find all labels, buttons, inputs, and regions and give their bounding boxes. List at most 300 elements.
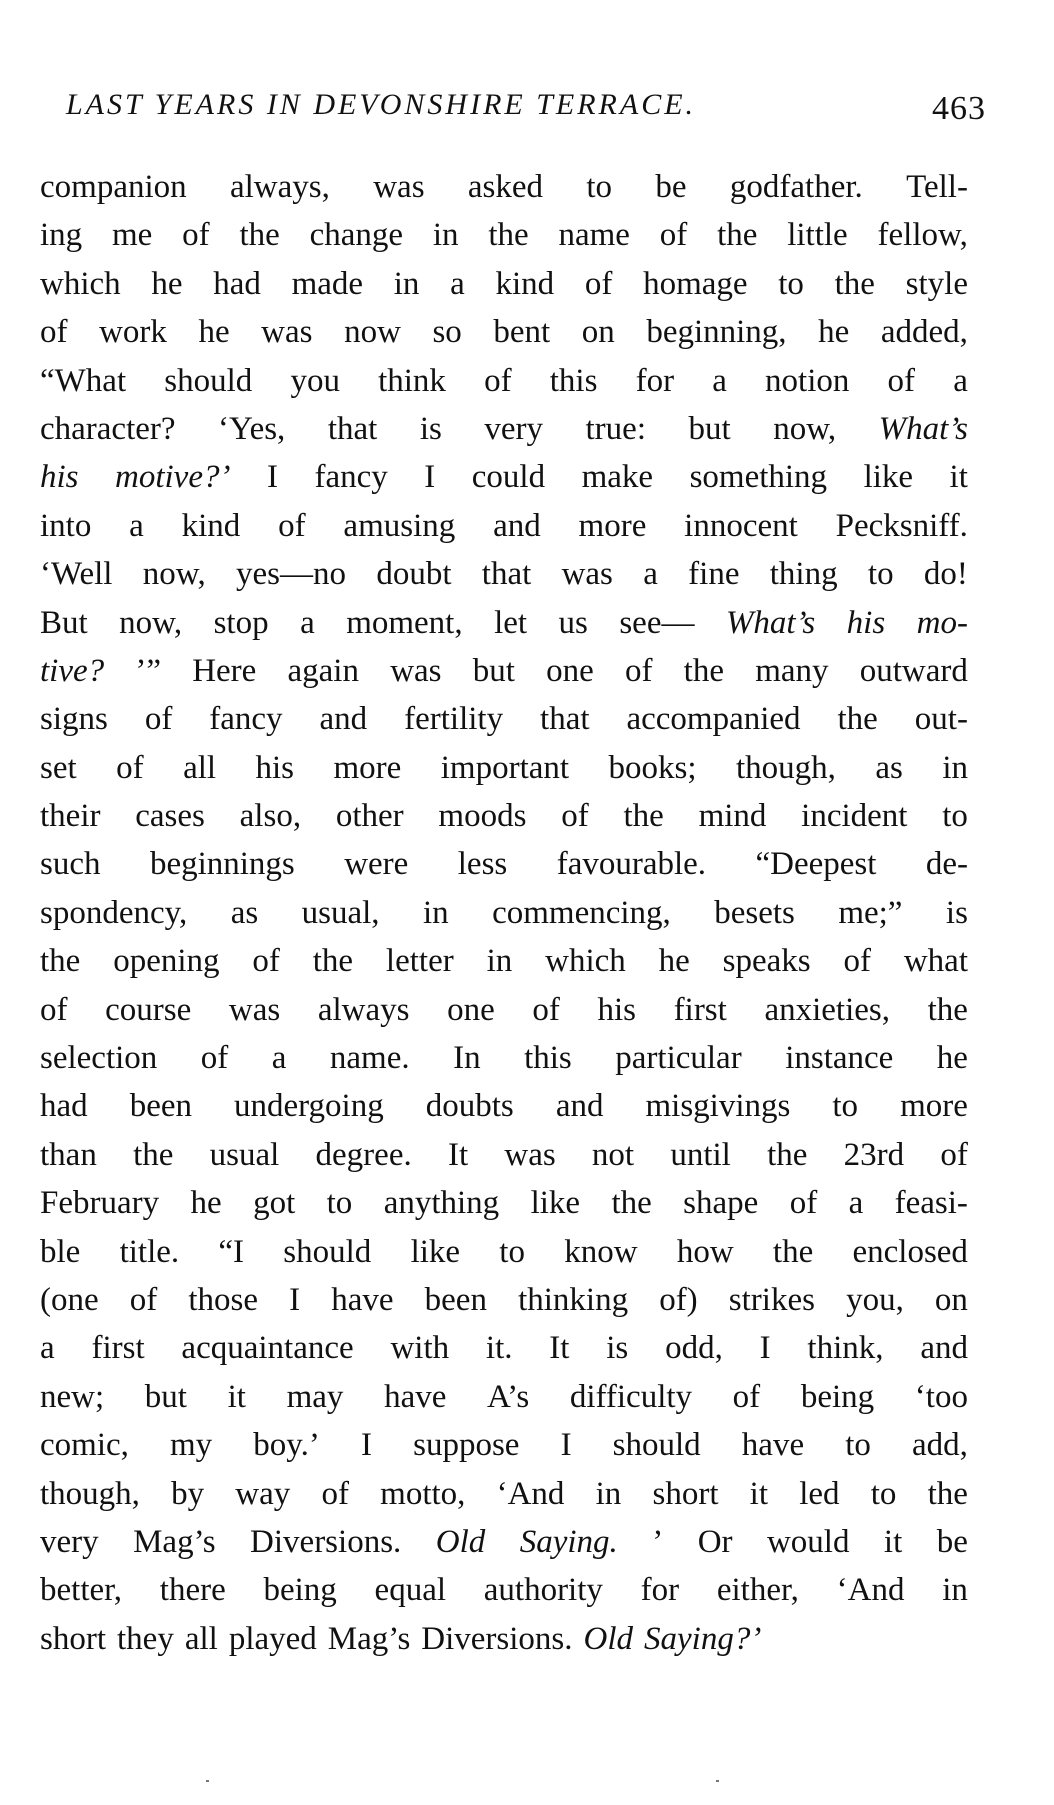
word: he bbox=[151, 265, 183, 302]
word: they bbox=[117, 1620, 174, 1657]
word: instance bbox=[785, 1040, 894, 1077]
word: ing bbox=[40, 217, 83, 254]
word: like bbox=[863, 459, 914, 496]
word: you, bbox=[846, 1281, 904, 1318]
word: bent bbox=[493, 314, 551, 351]
text-line bbox=[40, 1179, 968, 1227]
word: his bbox=[40, 459, 79, 496]
word: Saying?’ bbox=[644, 1620, 762, 1657]
word: something bbox=[689, 459, 828, 496]
word: feasi- bbox=[894, 1185, 968, 1222]
word: “I bbox=[218, 1233, 245, 1270]
word: so bbox=[432, 314, 462, 351]
word: more bbox=[578, 507, 647, 544]
word: all bbox=[183, 749, 217, 786]
word: a bbox=[300, 604, 315, 641]
word: doubts bbox=[425, 1088, 514, 1125]
word: Old bbox=[435, 1523, 486, 1560]
word: that bbox=[327, 410, 378, 447]
word: and bbox=[555, 1088, 604, 1125]
text-line bbox=[40, 357, 968, 405]
word: of bbox=[144, 701, 173, 738]
word: with bbox=[390, 1330, 450, 1367]
word: fellow, bbox=[877, 217, 968, 254]
word: in bbox=[393, 265, 420, 302]
word: course bbox=[105, 991, 192, 1028]
word: very bbox=[484, 410, 543, 447]
word: you bbox=[290, 362, 340, 399]
word: like bbox=[410, 1233, 461, 1270]
word: on bbox=[581, 314, 615, 351]
word: in bbox=[595, 1475, 622, 1512]
word: a bbox=[953, 362, 968, 399]
word: ‘Well bbox=[40, 556, 113, 593]
word: not bbox=[591, 1136, 635, 1173]
text-line bbox=[40, 647, 968, 695]
word: of bbox=[624, 652, 653, 689]
text-line bbox=[40, 405, 968, 453]
text-line bbox=[40, 453, 968, 501]
word: but bbox=[688, 410, 731, 447]
word: his bbox=[255, 749, 295, 786]
word: always bbox=[317, 991, 410, 1028]
word: in bbox=[422, 894, 449, 931]
word: name bbox=[558, 217, 630, 254]
word: should bbox=[164, 362, 253, 399]
word: I bbox=[424, 459, 436, 496]
word: do! bbox=[923, 556, 968, 593]
word: this bbox=[524, 1040, 572, 1077]
word: opening bbox=[113, 943, 220, 980]
word: new; bbox=[40, 1378, 105, 1415]
word: thing bbox=[769, 556, 838, 593]
word: that bbox=[540, 701, 590, 738]
word: to bbox=[845, 1427, 871, 1464]
word: Diversions. bbox=[421, 1620, 573, 1657]
word: change bbox=[309, 217, 404, 254]
word: the bbox=[767, 1136, 808, 1173]
word: is bbox=[945, 894, 968, 931]
word: in bbox=[486, 943, 513, 980]
word: in bbox=[942, 749, 968, 786]
word: thinking bbox=[518, 1281, 629, 1318]
word: other bbox=[335, 798, 404, 835]
word: be bbox=[655, 169, 687, 205]
word: to bbox=[867, 556, 894, 593]
word: one bbox=[447, 991, 495, 1028]
word: 23rd bbox=[843, 1136, 905, 1173]
word: February bbox=[40, 1185, 160, 1222]
word: to bbox=[832, 1088, 859, 1125]
word: us bbox=[558, 604, 588, 641]
word: stop bbox=[213, 604, 269, 641]
word: true: bbox=[585, 410, 646, 447]
word: boy.’ bbox=[253, 1427, 320, 1464]
word: the bbox=[623, 798, 664, 835]
word: was bbox=[561, 556, 613, 593]
word: was bbox=[504, 1136, 556, 1173]
word: notion bbox=[765, 362, 850, 399]
word: motive?’ bbox=[115, 459, 231, 496]
word: of bbox=[278, 507, 306, 544]
word: authority bbox=[483, 1572, 603, 1609]
word: first bbox=[91, 1330, 145, 1367]
word: to bbox=[499, 1233, 525, 1270]
text-line bbox=[40, 792, 968, 840]
word: it bbox=[227, 1378, 246, 1415]
word: ‘And bbox=[836, 1572, 905, 1609]
word: added, bbox=[880, 314, 968, 351]
word: for bbox=[640, 1572, 680, 1609]
word: and bbox=[920, 1330, 968, 1367]
word: cases bbox=[135, 798, 205, 835]
word: his bbox=[846, 604, 886, 641]
word: short bbox=[40, 1620, 106, 1657]
word: mind bbox=[698, 798, 767, 835]
word: difficulty bbox=[569, 1378, 693, 1415]
word: doubt bbox=[376, 556, 452, 593]
word: the bbox=[717, 217, 758, 254]
text-line bbox=[40, 1034, 968, 1082]
word: kind bbox=[495, 265, 555, 302]
word: very bbox=[40, 1523, 99, 1560]
word: made bbox=[291, 265, 364, 302]
word: amusing bbox=[343, 507, 456, 544]
word: name. bbox=[329, 1040, 410, 1077]
word: signs bbox=[40, 701, 108, 738]
text-line bbox=[40, 1324, 968, 1372]
word: ‘And bbox=[496, 1475, 565, 1512]
word: Pecksniff. bbox=[835, 507, 968, 544]
word: now, bbox=[142, 556, 206, 593]
text-line bbox=[40, 550, 968, 598]
word: anxieties, bbox=[764, 991, 890, 1028]
word: been bbox=[129, 1088, 192, 1125]
text-line bbox=[40, 1276, 968, 1324]
word: moment, bbox=[346, 604, 463, 641]
word: fancy bbox=[209, 701, 283, 738]
word: ble bbox=[40, 1233, 81, 1270]
word: degree. bbox=[315, 1136, 412, 1173]
word: the bbox=[133, 1136, 174, 1173]
word: innocent bbox=[684, 507, 798, 544]
word: besets bbox=[714, 894, 795, 931]
word: godfather. bbox=[729, 169, 863, 205]
word: let bbox=[494, 604, 528, 641]
word: the bbox=[834, 265, 875, 302]
text-line bbox=[40, 599, 968, 647]
word: equal bbox=[374, 1572, 447, 1609]
word: how bbox=[676, 1233, 734, 1270]
word: a bbox=[271, 1040, 287, 1077]
word: style bbox=[905, 265, 968, 302]
word: incident bbox=[801, 798, 908, 835]
word: way bbox=[235, 1475, 291, 1512]
word: but bbox=[144, 1378, 187, 1415]
word: for bbox=[635, 362, 675, 399]
word: he bbox=[190, 1185, 222, 1222]
word: fine bbox=[688, 556, 740, 593]
word: always, bbox=[229, 169, 330, 205]
word: the bbox=[488, 217, 529, 254]
word: odd, bbox=[665, 1330, 723, 1367]
word: of bbox=[887, 362, 916, 399]
word: Mag’s bbox=[327, 1620, 411, 1657]
word: of bbox=[182, 217, 210, 254]
word: comic, bbox=[40, 1427, 129, 1464]
text-line bbox=[40, 260, 968, 308]
word: again bbox=[287, 652, 359, 689]
word: outward bbox=[859, 652, 968, 689]
word: had bbox=[213, 265, 261, 302]
word: and bbox=[493, 507, 541, 544]
word: of bbox=[532, 991, 560, 1028]
word: his bbox=[597, 991, 637, 1028]
word: such bbox=[40, 846, 101, 883]
word: little bbox=[787, 217, 848, 254]
word: (one bbox=[40, 1281, 99, 1318]
word: a bbox=[712, 362, 727, 399]
word: have bbox=[384, 1378, 447, 1415]
word: What’s bbox=[725, 604, 816, 641]
word: set bbox=[40, 749, 77, 786]
word: Old bbox=[583, 1620, 634, 1657]
word: he bbox=[936, 1040, 968, 1077]
word: to bbox=[326, 1185, 353, 1222]
word: to bbox=[870, 1475, 897, 1512]
text-line bbox=[40, 1228, 968, 1276]
word: I bbox=[289, 1281, 301, 1318]
text-line bbox=[40, 1421, 968, 1469]
word: now, bbox=[773, 410, 837, 447]
word: usual, bbox=[301, 894, 380, 931]
word: short bbox=[652, 1475, 719, 1512]
word: I bbox=[361, 1427, 372, 1464]
word: of bbox=[40, 991, 68, 1028]
text-line bbox=[40, 502, 968, 550]
word: first bbox=[673, 991, 727, 1028]
word: by bbox=[171, 1475, 205, 1512]
word: being bbox=[263, 1572, 337, 1609]
word: more bbox=[900, 1088, 968, 1125]
word: favourable. bbox=[556, 846, 707, 883]
word: tive? bbox=[40, 652, 105, 689]
word: of bbox=[659, 217, 688, 254]
word: de- bbox=[925, 846, 968, 883]
word: to bbox=[586, 169, 613, 205]
word: which bbox=[545, 943, 626, 980]
page-number: 463 bbox=[932, 90, 986, 127]
word: “What bbox=[40, 362, 127, 399]
word: misgivings bbox=[645, 1088, 791, 1125]
word: the bbox=[837, 701, 878, 738]
page-specks bbox=[0, 1780, 1054, 1790]
word: companion bbox=[40, 169, 187, 205]
text-line bbox=[40, 1373, 968, 1421]
word: have bbox=[331, 1281, 394, 1318]
word: could bbox=[471, 459, 546, 496]
word: me bbox=[111, 217, 153, 254]
word: should bbox=[283, 1233, 372, 1270]
word: all bbox=[184, 1620, 218, 1657]
word: had bbox=[40, 1088, 88, 1125]
word: there bbox=[159, 1572, 226, 1609]
word: motto, bbox=[380, 1475, 466, 1512]
text-line bbox=[40, 1082, 968, 1130]
word: was bbox=[228, 991, 281, 1028]
word: less bbox=[457, 846, 508, 883]
text-line bbox=[40, 211, 968, 259]
word: their bbox=[40, 798, 101, 835]
word: Diversions. bbox=[250, 1523, 402, 1560]
word: of bbox=[321, 1475, 349, 1512]
word: but bbox=[472, 652, 515, 689]
word: speaks bbox=[722, 943, 811, 980]
word: been bbox=[424, 1281, 487, 1318]
word: know bbox=[564, 1233, 638, 1270]
word: though, bbox=[40, 1475, 140, 1512]
word: of bbox=[40, 314, 68, 351]
word: the bbox=[927, 991, 968, 1028]
word: usual bbox=[209, 1136, 280, 1173]
word: until bbox=[670, 1136, 731, 1173]
word: Or bbox=[697, 1523, 733, 1560]
word: of bbox=[732, 1378, 761, 1415]
word: the bbox=[40, 943, 81, 980]
word: of bbox=[252, 943, 280, 980]
word: many bbox=[755, 652, 829, 689]
word: as bbox=[230, 894, 259, 931]
word: ’ bbox=[652, 1523, 664, 1560]
word: which bbox=[40, 265, 121, 302]
word: I bbox=[266, 459, 278, 496]
word: strikes bbox=[728, 1281, 815, 1318]
word: though, bbox=[735, 749, 836, 786]
word: the bbox=[312, 943, 354, 980]
word: character? bbox=[40, 410, 176, 447]
word: the bbox=[611, 1185, 652, 1222]
word: of bbox=[116, 749, 144, 786]
word: he bbox=[658, 943, 690, 980]
word: was bbox=[373, 169, 425, 205]
word: shape bbox=[683, 1185, 759, 1222]
word: in bbox=[942, 1572, 968, 1609]
word: what bbox=[903, 943, 968, 980]
word: “Deepest bbox=[755, 846, 877, 883]
word: to bbox=[942, 798, 968, 835]
word: out- bbox=[914, 701, 968, 738]
word: it bbox=[883, 1523, 903, 1560]
word: on bbox=[934, 1281, 968, 1318]
word: my bbox=[170, 1427, 213, 1464]
word: to bbox=[778, 265, 804, 302]
word: ‘too bbox=[914, 1378, 968, 1415]
word: asked bbox=[467, 169, 544, 205]
word: What’s bbox=[878, 410, 968, 447]
word: It bbox=[447, 1136, 469, 1173]
word: Saying. bbox=[519, 1523, 618, 1560]
word: I bbox=[560, 1427, 572, 1464]
word: now, bbox=[119, 604, 183, 641]
running-head-title: LAST YEARS IN DEVONSHIRE TERRACE. bbox=[66, 88, 697, 121]
word: would bbox=[766, 1523, 850, 1560]
text-line bbox=[40, 1566, 968, 1614]
word: those bbox=[188, 1281, 259, 1318]
word: suppose bbox=[413, 1427, 520, 1464]
text-line bbox=[40, 163, 968, 211]
word: of bbox=[584, 265, 613, 302]
body-text bbox=[40, 163, 968, 1663]
word: of bbox=[200, 1040, 229, 1077]
text-line bbox=[40, 695, 968, 743]
word: than bbox=[40, 1136, 97, 1173]
word: A’s bbox=[487, 1378, 530, 1415]
word: yes—no bbox=[236, 556, 347, 593]
word: either, bbox=[716, 1572, 799, 1609]
word: better, bbox=[40, 1572, 123, 1609]
word: it bbox=[949, 459, 968, 496]
word: being bbox=[800, 1378, 875, 1415]
word: add, bbox=[911, 1427, 968, 1464]
word: kind bbox=[181, 507, 241, 544]
word: the bbox=[927, 1475, 968, 1512]
word: particular bbox=[615, 1040, 742, 1077]
word: may bbox=[286, 1378, 344, 1415]
word: played bbox=[228, 1620, 317, 1657]
word: letter bbox=[385, 943, 454, 980]
word: I bbox=[759, 1330, 771, 1367]
word: like bbox=[530, 1185, 581, 1222]
word: of) bbox=[659, 1281, 698, 1318]
text-line bbox=[40, 1131, 968, 1179]
word: ‘Yes, bbox=[218, 410, 286, 447]
word: a bbox=[643, 556, 658, 593]
word: the bbox=[239, 217, 280, 254]
word: homage bbox=[643, 265, 748, 302]
word: led bbox=[799, 1475, 840, 1512]
word: more bbox=[333, 749, 402, 786]
word: In bbox=[453, 1040, 481, 1077]
text-line bbox=[40, 1615, 968, 1663]
word: title. bbox=[119, 1233, 180, 1270]
word: a bbox=[129, 507, 144, 544]
text-line bbox=[40, 889, 968, 937]
word: this bbox=[549, 362, 598, 399]
word: have bbox=[741, 1427, 805, 1464]
word: mo- bbox=[916, 604, 968, 641]
word: in bbox=[432, 217, 459, 254]
word: Here bbox=[192, 652, 257, 689]
word: think bbox=[378, 362, 446, 399]
word: should bbox=[612, 1427, 701, 1464]
text-line bbox=[40, 937, 968, 985]
word: spondency, bbox=[40, 894, 188, 931]
word: a bbox=[450, 265, 465, 302]
word: of bbox=[843, 943, 871, 980]
word: that bbox=[481, 556, 532, 593]
word: is bbox=[419, 410, 442, 447]
word: me;” bbox=[838, 894, 903, 931]
word: undergoing bbox=[234, 1088, 384, 1125]
text-line bbox=[40, 744, 968, 792]
word: of bbox=[940, 1136, 968, 1173]
text-line bbox=[40, 840, 968, 888]
word: were bbox=[344, 846, 409, 883]
word: think, bbox=[807, 1330, 884, 1367]
word: of bbox=[561, 798, 589, 835]
word: of bbox=[484, 362, 512, 399]
word: into bbox=[40, 507, 92, 544]
